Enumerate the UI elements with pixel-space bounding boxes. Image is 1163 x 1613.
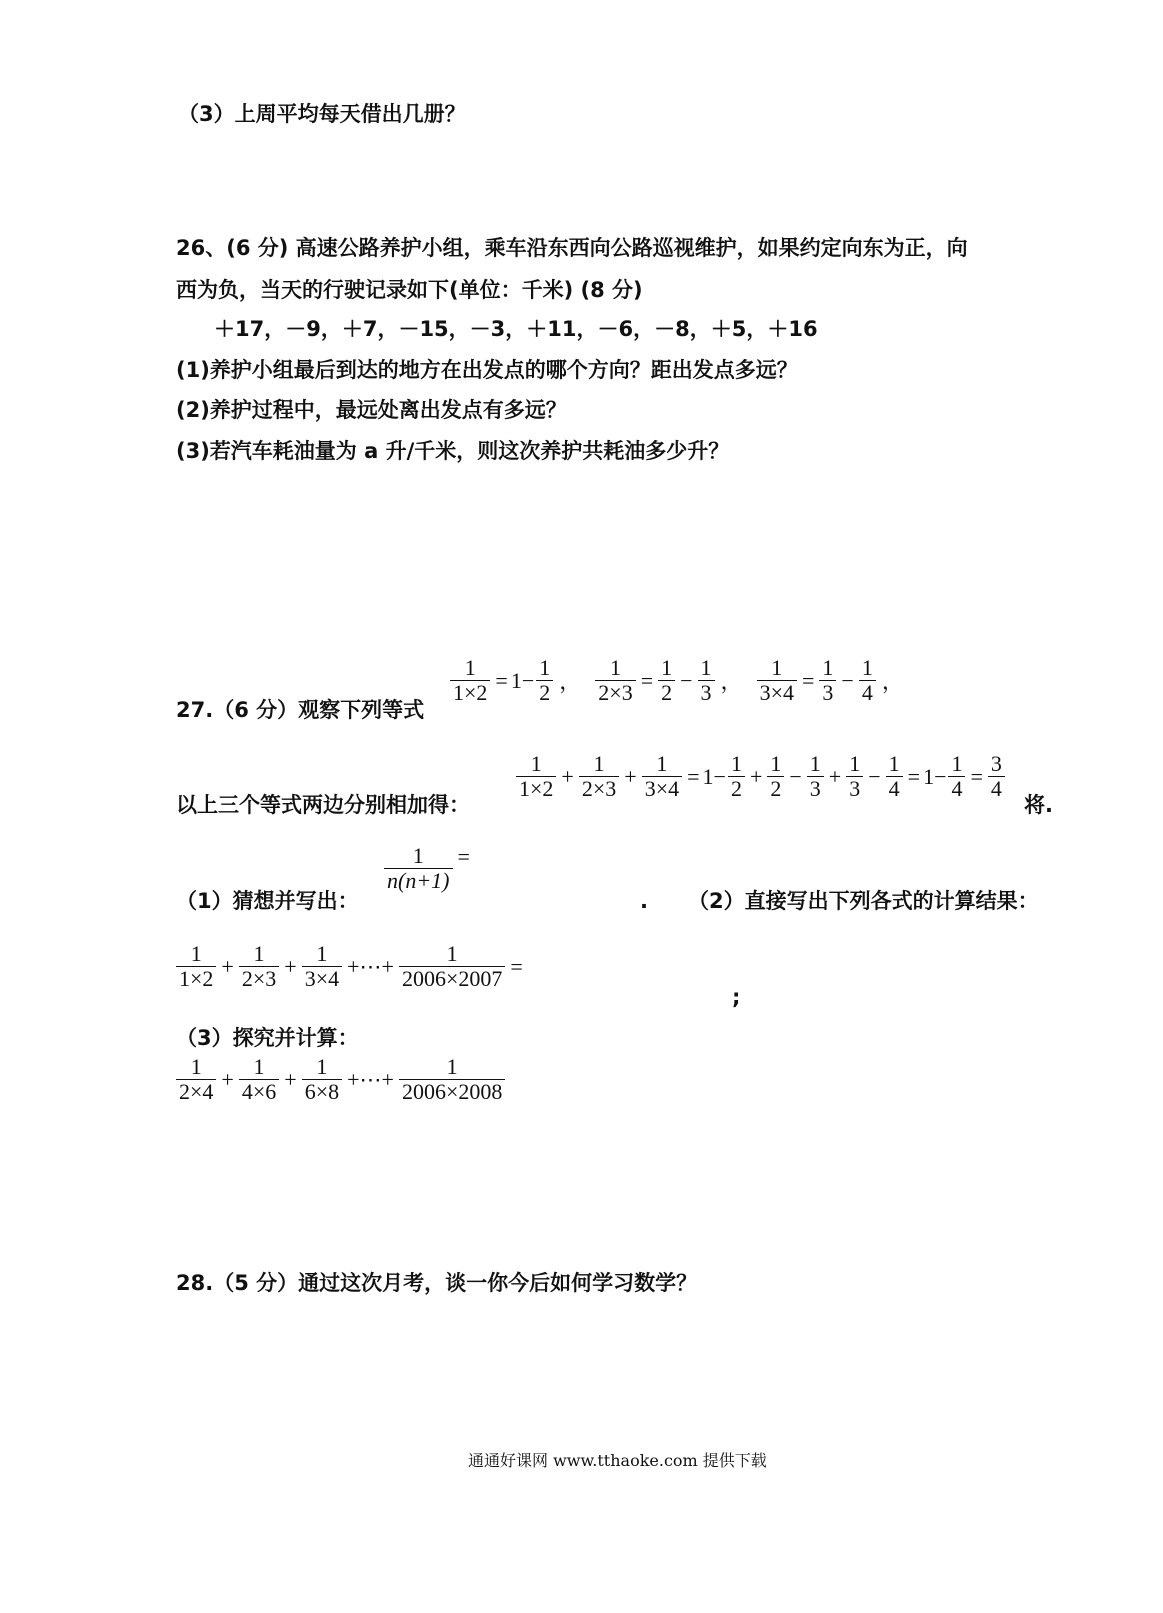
fraction: $\frac{1}{3}$ xyxy=(698,656,715,705)
fraction: $\frac{1}{3\times 4}$ xyxy=(642,752,682,801)
fraction: $\frac{1}{4}$ xyxy=(859,656,876,705)
fraction: $\frac{1}{3\times 4}$ xyxy=(302,942,342,991)
q27-part2-label: （2）直接写出下列各式的计算结果： xyxy=(688,889,1039,913)
q26-part3: (3)若汽车耗油量为 a 升/千米，则这次养护共耗油多少升？ xyxy=(176,439,730,463)
q26-part2: (2)养护过程中，最远处离出发点有多远？ xyxy=(176,398,567,422)
q26-values: ＋17，－9，＋7，－15，－3，＋11，－6，－8，＋5，＋16 xyxy=(214,317,818,341)
fraction: $\frac{1}{1\times 2}$ xyxy=(176,942,216,991)
fraction: $\frac{1}{n(n+1)}$ xyxy=(384,844,453,893)
fraction: $\frac{1}{2006\times 2008}$ xyxy=(399,1055,505,1104)
fraction: $\frac{1}{2\times 4}$ xyxy=(176,1055,216,1104)
q27-part2-semicolon: ; xyxy=(732,985,741,1009)
q25-part3: （3）上周平均每天借出几册？ xyxy=(178,102,466,126)
q28: 28.（5 分）通过这次月考，谈一你今后如何学习数学？ xyxy=(176,1271,698,1295)
q26-line1: 26、(6 分) 高速公路养护小组，乘车沿东西向公路巡视维护，如果约定向东为正，向 xyxy=(176,236,968,260)
fraction: $\frac{1}{2}$ xyxy=(728,752,745,801)
fraction: $\frac{1}{3}$ xyxy=(846,752,863,801)
q27-part1-expression: $\frac{1}{n(n+1)}$ = xyxy=(382,844,473,893)
q27-sum-equation: $\frac{1}{1\times 2}$ + $\frac{1}{2\times 3}$ + $\frac{1}{3\times 4}$ = 1− $\frac{1}{2}$ + $\frac{1}{2}$ − $\frac{1}{3}$ + $\frac{1}{3}$ − $\frac{1}{4}$ = 1− $\frac{1}{4}$ = $\frac{3}{4}$ xyxy=(514,752,1007,801)
fraction: $\frac{1}{2}$ xyxy=(767,752,784,801)
q27-intro: 27.（6 分）观察下列等式 xyxy=(176,698,425,722)
fraction: $\frac{1}{4}$ xyxy=(886,752,903,801)
q27-sum-tail: 将. xyxy=(1024,793,1053,817)
q27-part1-dot: . xyxy=(640,889,648,913)
fraction: $\frac{1}{4}$ xyxy=(948,752,965,801)
q27-sum-intro: 以上三个等式两边分别相加得： xyxy=(176,793,470,817)
footer: 通通好课网 www.tthaoke.com 提供下载 xyxy=(468,1451,767,1470)
q27-part3-expression: $\frac{1}{2\times 4}$ + $\frac{1}{4\times 6}$ + $\frac{1}{6\times 8}$ +⋯+ $\frac{1}{2006\times 2008}$ xyxy=(174,1055,507,1104)
fraction: $\frac{3}{4}$ xyxy=(988,752,1005,801)
q27-part1-label: （1）猜想并写出： xyxy=(176,889,359,913)
fraction: $\frac{1}{3}$ xyxy=(819,656,836,705)
fraction: $\frac{1}{2}$ xyxy=(658,656,675,705)
fraction: $\frac{1}{1\times 2}$ xyxy=(450,656,490,705)
fraction: $\frac{1}{2}$ xyxy=(536,656,553,705)
fraction: $\frac{1}{2\times 3}$ xyxy=(595,656,635,705)
q27-part3-label: （3）探究并计算： xyxy=(176,1026,359,1050)
fraction: $\frac{1}{2006\times 2007}$ xyxy=(399,942,505,991)
q26-part1: (1)养护小组最后到达的地方在出发点的哪个方向？距出发点多远？ xyxy=(176,358,798,382)
q26-line2: 西为负，当天的行驶记录如下(单位：千米) (8 分) xyxy=(176,278,643,302)
fraction: $\frac{1}{1\times 2}$ xyxy=(516,752,556,801)
q27-observed-equations: $\frac{1}{1\times 2}$ = 1− $\frac{1}{2}$ ， $\frac{1}{2\times 3}$ = $\frac{1}{2}$ − $\frac{1}{3}$ ， $\frac{1}{3\times 4}$ = $\frac{1}{3}$ − $\frac{1}{4}$ ， xyxy=(448,656,904,705)
fraction: $\frac{1}{4\times 6}$ xyxy=(239,1055,279,1104)
fraction: $\frac{1}{6\times 8}$ xyxy=(302,1055,342,1104)
fraction: $\frac{1}{2\times 3}$ xyxy=(579,752,619,801)
q27-part2-expression: $\frac{1}{1\times 2}$ + $\frac{1}{2\times 3}$ + $\frac{1}{3\times 4}$ +⋯+ $\frac{1}{2006\times 2007}$ = xyxy=(174,942,526,991)
fraction: $\frac{1}{3\times 4}$ xyxy=(757,656,797,705)
fraction: $\frac{1}{3}$ xyxy=(807,752,824,801)
fraction: $\frac{1}{2\times 3}$ xyxy=(239,942,279,991)
